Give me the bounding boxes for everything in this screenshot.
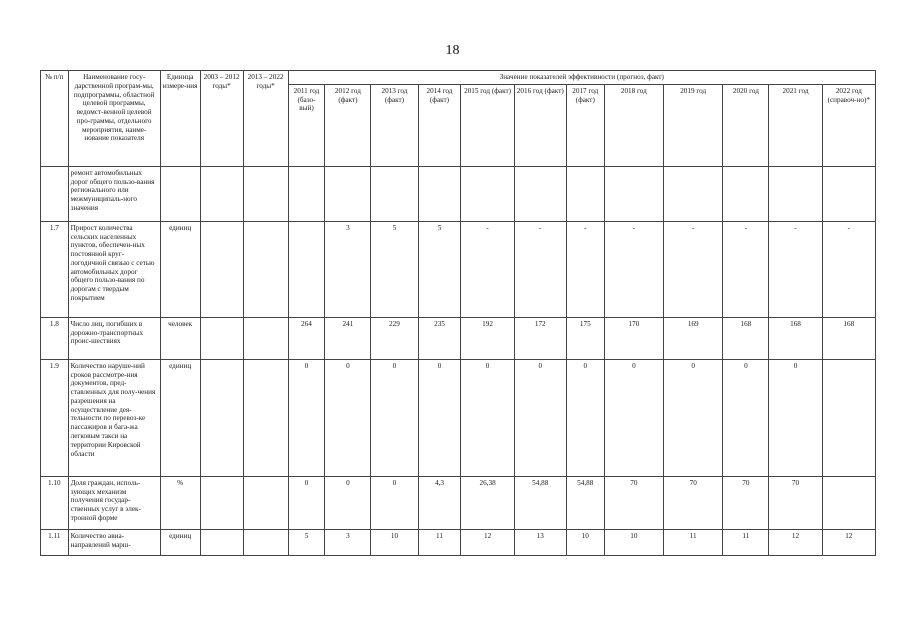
row-cell-2013-2022 (243, 317, 288, 359)
row-cell-2003-2012 (200, 529, 243, 555)
row-cell-2003-2012 (200, 476, 243, 529)
row-cell-2003-2012 (200, 359, 243, 476)
header-row (41, 71, 876, 85)
row-value: 10 (566, 529, 604, 555)
row-no (41, 166, 69, 221)
table-row (41, 529, 876, 555)
row-value: - (566, 221, 604, 317)
row-unit: % (160, 476, 200, 529)
row-no: 1.7 (41, 221, 69, 317)
row-value (288, 221, 325, 317)
row-value (514, 166, 566, 221)
header-year: 2013 год (факт) (371, 84, 418, 166)
row-value: 168 (822, 317, 875, 359)
row-value (723, 166, 769, 221)
header-unit: Единица измере-ния (160, 71, 200, 167)
row-no: 1.8 (41, 317, 69, 359)
row-value: 12 (769, 529, 822, 555)
row-cell-2013-2022 (243, 359, 288, 476)
row-value: 70 (769, 476, 822, 529)
row-value: 264 (288, 317, 325, 359)
header-year: 2022 год (справоч-но)* (822, 84, 875, 166)
row-value: 172 (514, 317, 566, 359)
row-value: 26,38 (461, 476, 514, 529)
row-unit: человек (160, 317, 200, 359)
row-value: 0 (566, 359, 604, 476)
header-2013-2022: 2013 – 2022 годы* (243, 71, 288, 167)
row-value: 0 (604, 359, 663, 476)
row-cell-2013-2022 (243, 476, 288, 529)
header-year: 2011 год (базо-вый) (288, 84, 325, 166)
header-values-group: Значение показателей эффективности (прогноз, факт) (288, 71, 875, 85)
row-name: Число лиц, погибших в дорожно-транспортных проис-шествиях (68, 317, 160, 359)
row-value (604, 166, 663, 221)
row-unit: единиц (160, 529, 200, 555)
row-value: 5 (418, 221, 461, 317)
row-value: - (514, 221, 566, 317)
row-value: 175 (566, 317, 604, 359)
indicators-table (40, 70, 876, 556)
row-name: ремонт автомобильных дорог общего пользо-вания регионального или межмуниципаль-ного значения (68, 166, 160, 221)
row-value (461, 166, 514, 221)
row-value: 235 (418, 317, 461, 359)
row-unit: единиц (160, 359, 200, 476)
row-value: 11 (723, 529, 769, 555)
row-value: 0 (769, 359, 822, 476)
row-cell-2003-2012 (200, 221, 243, 317)
row-cell-2013-2022 (243, 529, 288, 555)
row-value: 0 (514, 359, 566, 476)
row-name: Прирост количества сельских населенных пунктов, обеспечен-ных постоянной круг-логодичной связью с сетью автомобильных дорог общего пользо-вания по дорогам с твердым покрытием (68, 221, 160, 317)
row-value (769, 166, 822, 221)
header-year: 2014 год (факт) (418, 84, 461, 166)
row-value: 169 (664, 317, 723, 359)
row-value (288, 166, 325, 221)
row-unit: единиц (160, 221, 200, 317)
row-cell-2013-2022 (243, 166, 288, 221)
row-value: 12 (461, 529, 514, 555)
row-value: 0 (288, 476, 325, 529)
row-value: 3 (325, 221, 371, 317)
row-value: 10 (604, 529, 663, 555)
header-year: 2018 год (604, 84, 663, 166)
header-year: 2012 год (факт) (325, 84, 371, 166)
row-value: 192 (461, 317, 514, 359)
row-no: 1.9 (41, 359, 69, 476)
header-name: Наименование госу-дарственной програм-мы, подпрограммы, областной целевой программы, ведомст-венной целевой про-граммы, отдельного мероприятия, наиме-нование показателя (68, 71, 160, 167)
row-cell-2013-2022 (243, 221, 288, 317)
row-value: 70 (664, 476, 723, 529)
row-value: - (723, 221, 769, 317)
row-value (664, 166, 723, 221)
row-value: 3 (325, 529, 371, 555)
row-value (325, 166, 371, 221)
row-value: 168 (723, 317, 769, 359)
row-value (822, 476, 875, 529)
header-year: 2019 год (664, 84, 723, 166)
row-value: 168 (769, 317, 822, 359)
row-name: Количество авиа-направлений марш- (68, 529, 160, 555)
row-no: 1.11 (41, 529, 69, 555)
header-year: 2015 год (факт) (461, 84, 514, 166)
row-value (418, 166, 461, 221)
row-value: - (461, 221, 514, 317)
row-value: 5 (288, 529, 325, 555)
header-2003-2012: 2003 – 2012 годы* (200, 71, 243, 167)
row-value (822, 359, 875, 476)
row-value: 10 (371, 529, 418, 555)
row-value: - (822, 221, 875, 317)
row-value: - (604, 221, 663, 317)
header-no: № п/п (41, 71, 69, 167)
row-value: 0 (723, 359, 769, 476)
header-year: 2016 год (факт) (514, 84, 566, 166)
row-value: 70 (604, 476, 663, 529)
page-number: 18 (445, 43, 460, 58)
row-value: 13 (514, 529, 566, 555)
row-value: 0 (288, 359, 325, 476)
row-value: 5 (371, 221, 418, 317)
row-value: 0 (418, 359, 461, 476)
row-cell-2003-2012 (200, 166, 243, 221)
header-year: 2021 год (769, 84, 822, 166)
row-no: 1.10 (41, 476, 69, 529)
row-value (371, 166, 418, 221)
row-value: - (664, 221, 723, 317)
row-value: 0 (371, 476, 418, 529)
table-row (41, 476, 876, 529)
row-value (822, 166, 875, 221)
row-name: Доля граждан, исполь-зующих механизм получения государ-ственных услуг в элек-тронной форме (68, 476, 160, 529)
table-row (41, 359, 876, 476)
row-value (566, 166, 604, 221)
row-value: 0 (461, 359, 514, 476)
row-value: - (769, 221, 822, 317)
row-value: 0 (371, 359, 418, 476)
row-value: 70 (723, 476, 769, 529)
table-row (41, 317, 876, 359)
row-name: Количество наруше-ний сроков рассмотре-ния документов, пред-ставленных для полу-чения разрешения на осуществление дея-тельности по перевоз-ке пассажиров и бага-жа легковым такси на территории Кировской области (68, 359, 160, 476)
row-cell-2003-2012 (200, 317, 243, 359)
row-value: 4,3 (418, 476, 461, 529)
row-value: 0 (325, 359, 371, 476)
table-row (41, 221, 876, 317)
row-value: 11 (664, 529, 723, 555)
row-value: 54,88 (514, 476, 566, 529)
row-value: 170 (604, 317, 663, 359)
row-value: 54,88 (566, 476, 604, 529)
table-row (41, 166, 876, 221)
row-unit (160, 166, 200, 221)
row-value: 229 (371, 317, 418, 359)
header-year: 2017 год (факт) (566, 84, 604, 166)
row-value: 0 (325, 476, 371, 529)
row-value: 0 (664, 359, 723, 476)
row-value: 11 (418, 529, 461, 555)
row-value: 12 (822, 529, 875, 555)
header-year: 2020 год (723, 84, 769, 166)
row-value: 241 (325, 317, 371, 359)
